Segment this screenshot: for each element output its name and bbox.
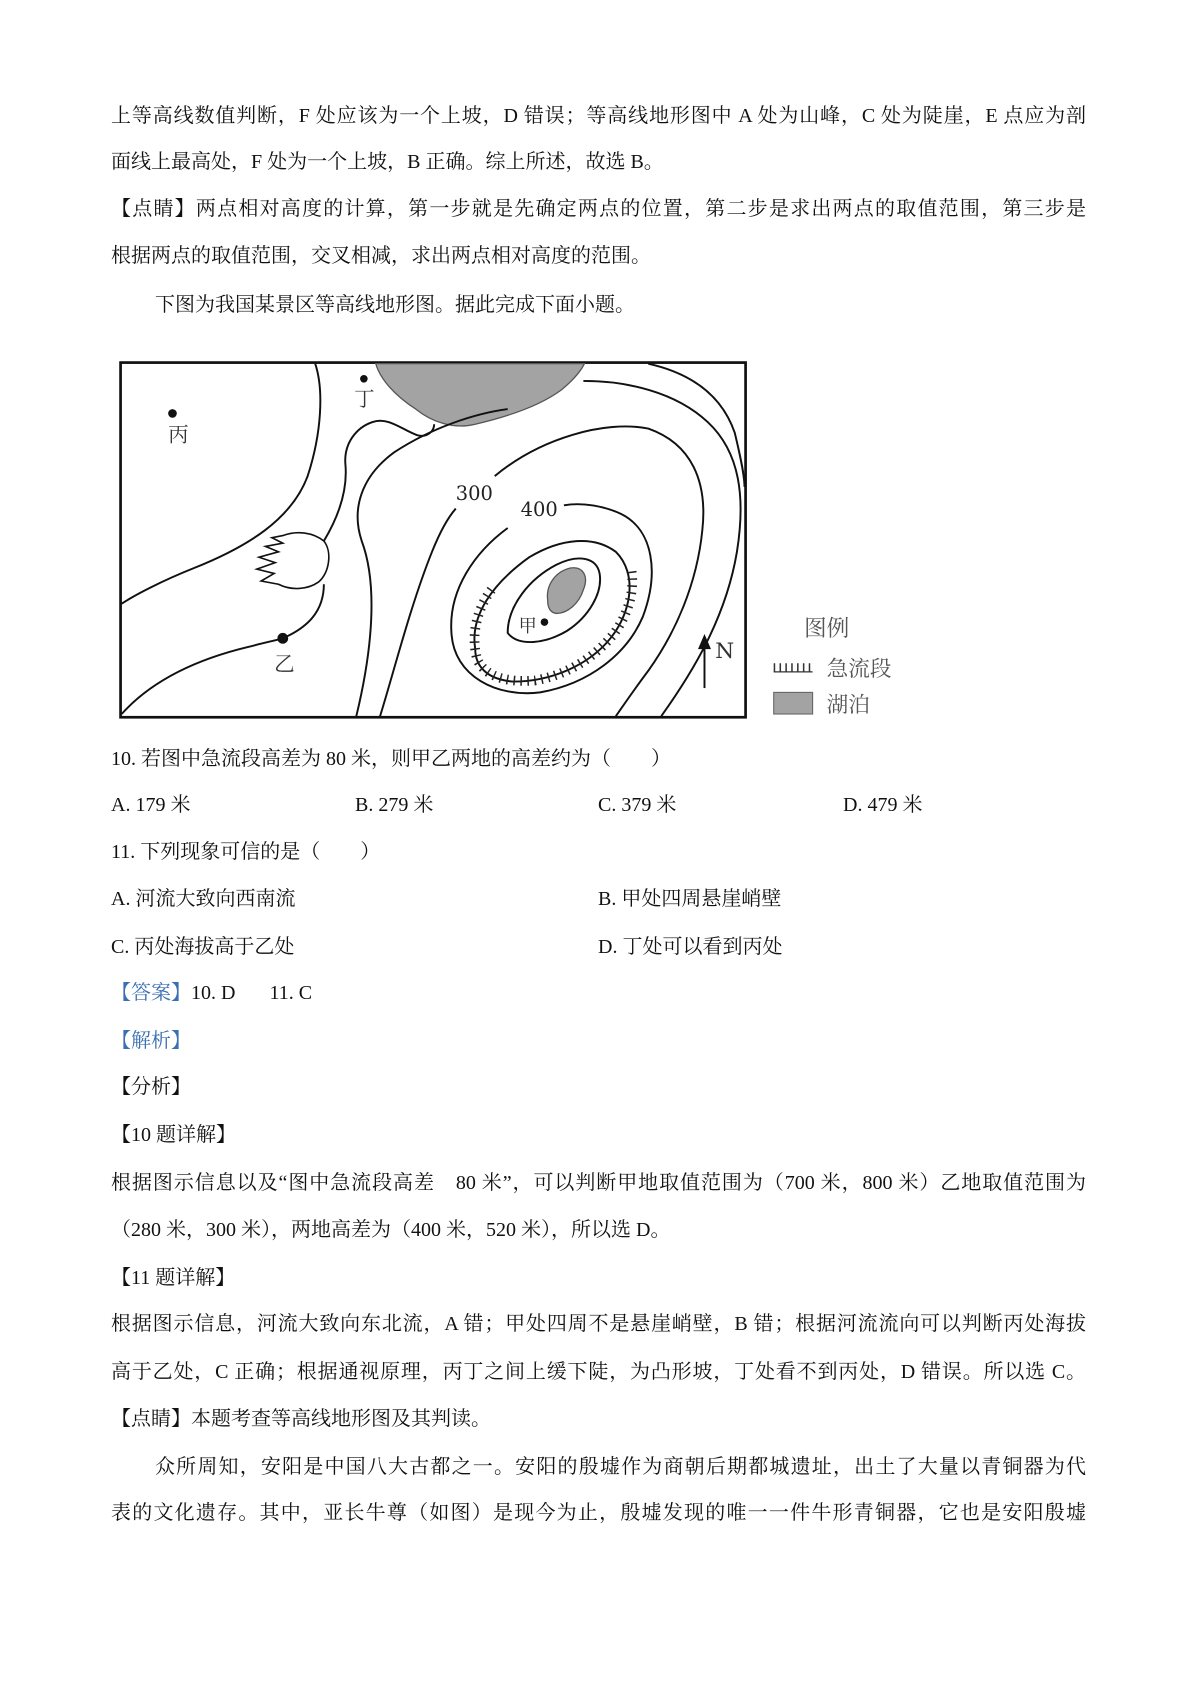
- q10-detail-line: （280 米，300 米），两地高差为（400 米，520 米），所以选 D。: [111, 1219, 671, 1241]
- q10-option-d: D. 479 米: [843, 794, 923, 816]
- legend-lake-label: 湖泊: [826, 692, 870, 718]
- point-ding: [360, 375, 368, 383]
- label-bing: 丙: [168, 422, 189, 447]
- tip-line: [111, 195, 1086, 223]
- answer-q10: 10. D: [191, 982, 236, 1004]
- q10-option-b: B. 279 米: [355, 794, 434, 816]
- question-intro: 下图为我国某景区等高线地形图。据此完成下面小题。: [155, 294, 635, 316]
- contour-label-400: 400: [520, 498, 558, 522]
- tip-label: 【点睛】: [111, 198, 196, 220]
- q11-option-b: B. 甲处四周悬崖峭壁: [598, 888, 782, 910]
- fenxi-heading: 【分析】: [111, 1076, 191, 1098]
- analysis-label: 【解析】: [111, 1030, 191, 1052]
- tip-label: 【点睛】: [111, 1408, 191, 1430]
- tip-line: [111, 1405, 491, 1433]
- q11-detail-line: 根据图示信息，河流大致向东北流，A 错；甲处四周不是悬崖峭壁，B 错；根据河流流向可以判断丙处海拔: [111, 1313, 1086, 1335]
- passage-line: 众所周知，安阳是中国八大古都之一。安阳的殷墟作为商朝后期都城遗址，出土了大量以青铜器为代: [155, 1456, 1086, 1478]
- analysis-line: 面线上最高处，F 处为一个上坡，B 正确。综上所述，故选 B。: [111, 151, 664, 173]
- point-yi: [277, 633, 288, 644]
- north-label: N: [715, 638, 735, 664]
- q10-detail-line: 根据图示信息以及“图中急流段高差 80 米”，可以判断甲地取值范围为（700 米，800 米）乙地取值范围为: [111, 1172, 1086, 1194]
- q10-option-a: A. 179 米: [111, 794, 191, 816]
- tip-text: 本题考查等高线地形图及其判读。: [191, 1408, 491, 1430]
- q11-detail-line: 高于乙处，C 正确；根据通视原理，丙丁之间上缓下陡，为凸形坡，丁处看不到丙处，D 错误。所以选 C。: [111, 1361, 1086, 1383]
- q11-stem: 11. 下列现象可信的是（ ）: [111, 841, 381, 863]
- q11-detail-heading: 【11 题详解】: [111, 1267, 236, 1289]
- legend-lake-swatch: [774, 692, 813, 714]
- contour-label-300: 300: [455, 481, 493, 505]
- contour-map-figure: [113, 357, 924, 725]
- answer-line: [111, 979, 312, 1007]
- point-bing: [168, 409, 177, 418]
- q11-option-d: D. 丁处可以看到丙处: [598, 936, 783, 958]
- answer-label: 【答案】: [111, 982, 191, 1004]
- tip-text: 两点相对高度的计算，第一步就是先确定两点的位置，第二步是求出两点的取值范围，第三步是: [195, 198, 1086, 220]
- label-ding: 丁: [354, 386, 375, 411]
- passage-line: 表的文化遗存。其中，亚长牛尊（如图）是现今为止，殷墟发现的唯一一件牛形青铜器，它也是安阳殷墟: [111, 1502, 1086, 1524]
- answer-q11: 11. C: [269, 982, 313, 1004]
- analysis-line: 上等高线数值判断，F 处应该为一个上坡，D 错误；等高线地形图中 A 处为山峰，C 处为陡崖，E 点应为剖: [111, 105, 1086, 127]
- tip-line: 根据两点的取值范围，交叉相减，求出两点相对高度的范围。: [111, 245, 651, 267]
- q11-option-a: A. 河流大致向西南流: [111, 888, 296, 910]
- q11-option-c: C. 丙处海拔高于乙处: [111, 936, 295, 958]
- label-yi: 乙: [274, 651, 295, 676]
- q10-detail-heading: 【10 题详解】: [111, 1124, 236, 1146]
- q10-stem: 10. 若图中急流段高差为 80 米，则甲乙两地的高差约为（ ）: [111, 748, 671, 770]
- legend-rapids-label: 急流段: [826, 657, 892, 683]
- legend-title: 图例: [803, 616, 850, 643]
- label-jia: 甲: [518, 615, 537, 637]
- q10-option-c: C. 379 米: [598, 794, 677, 816]
- point-jia: [541, 618, 549, 626]
